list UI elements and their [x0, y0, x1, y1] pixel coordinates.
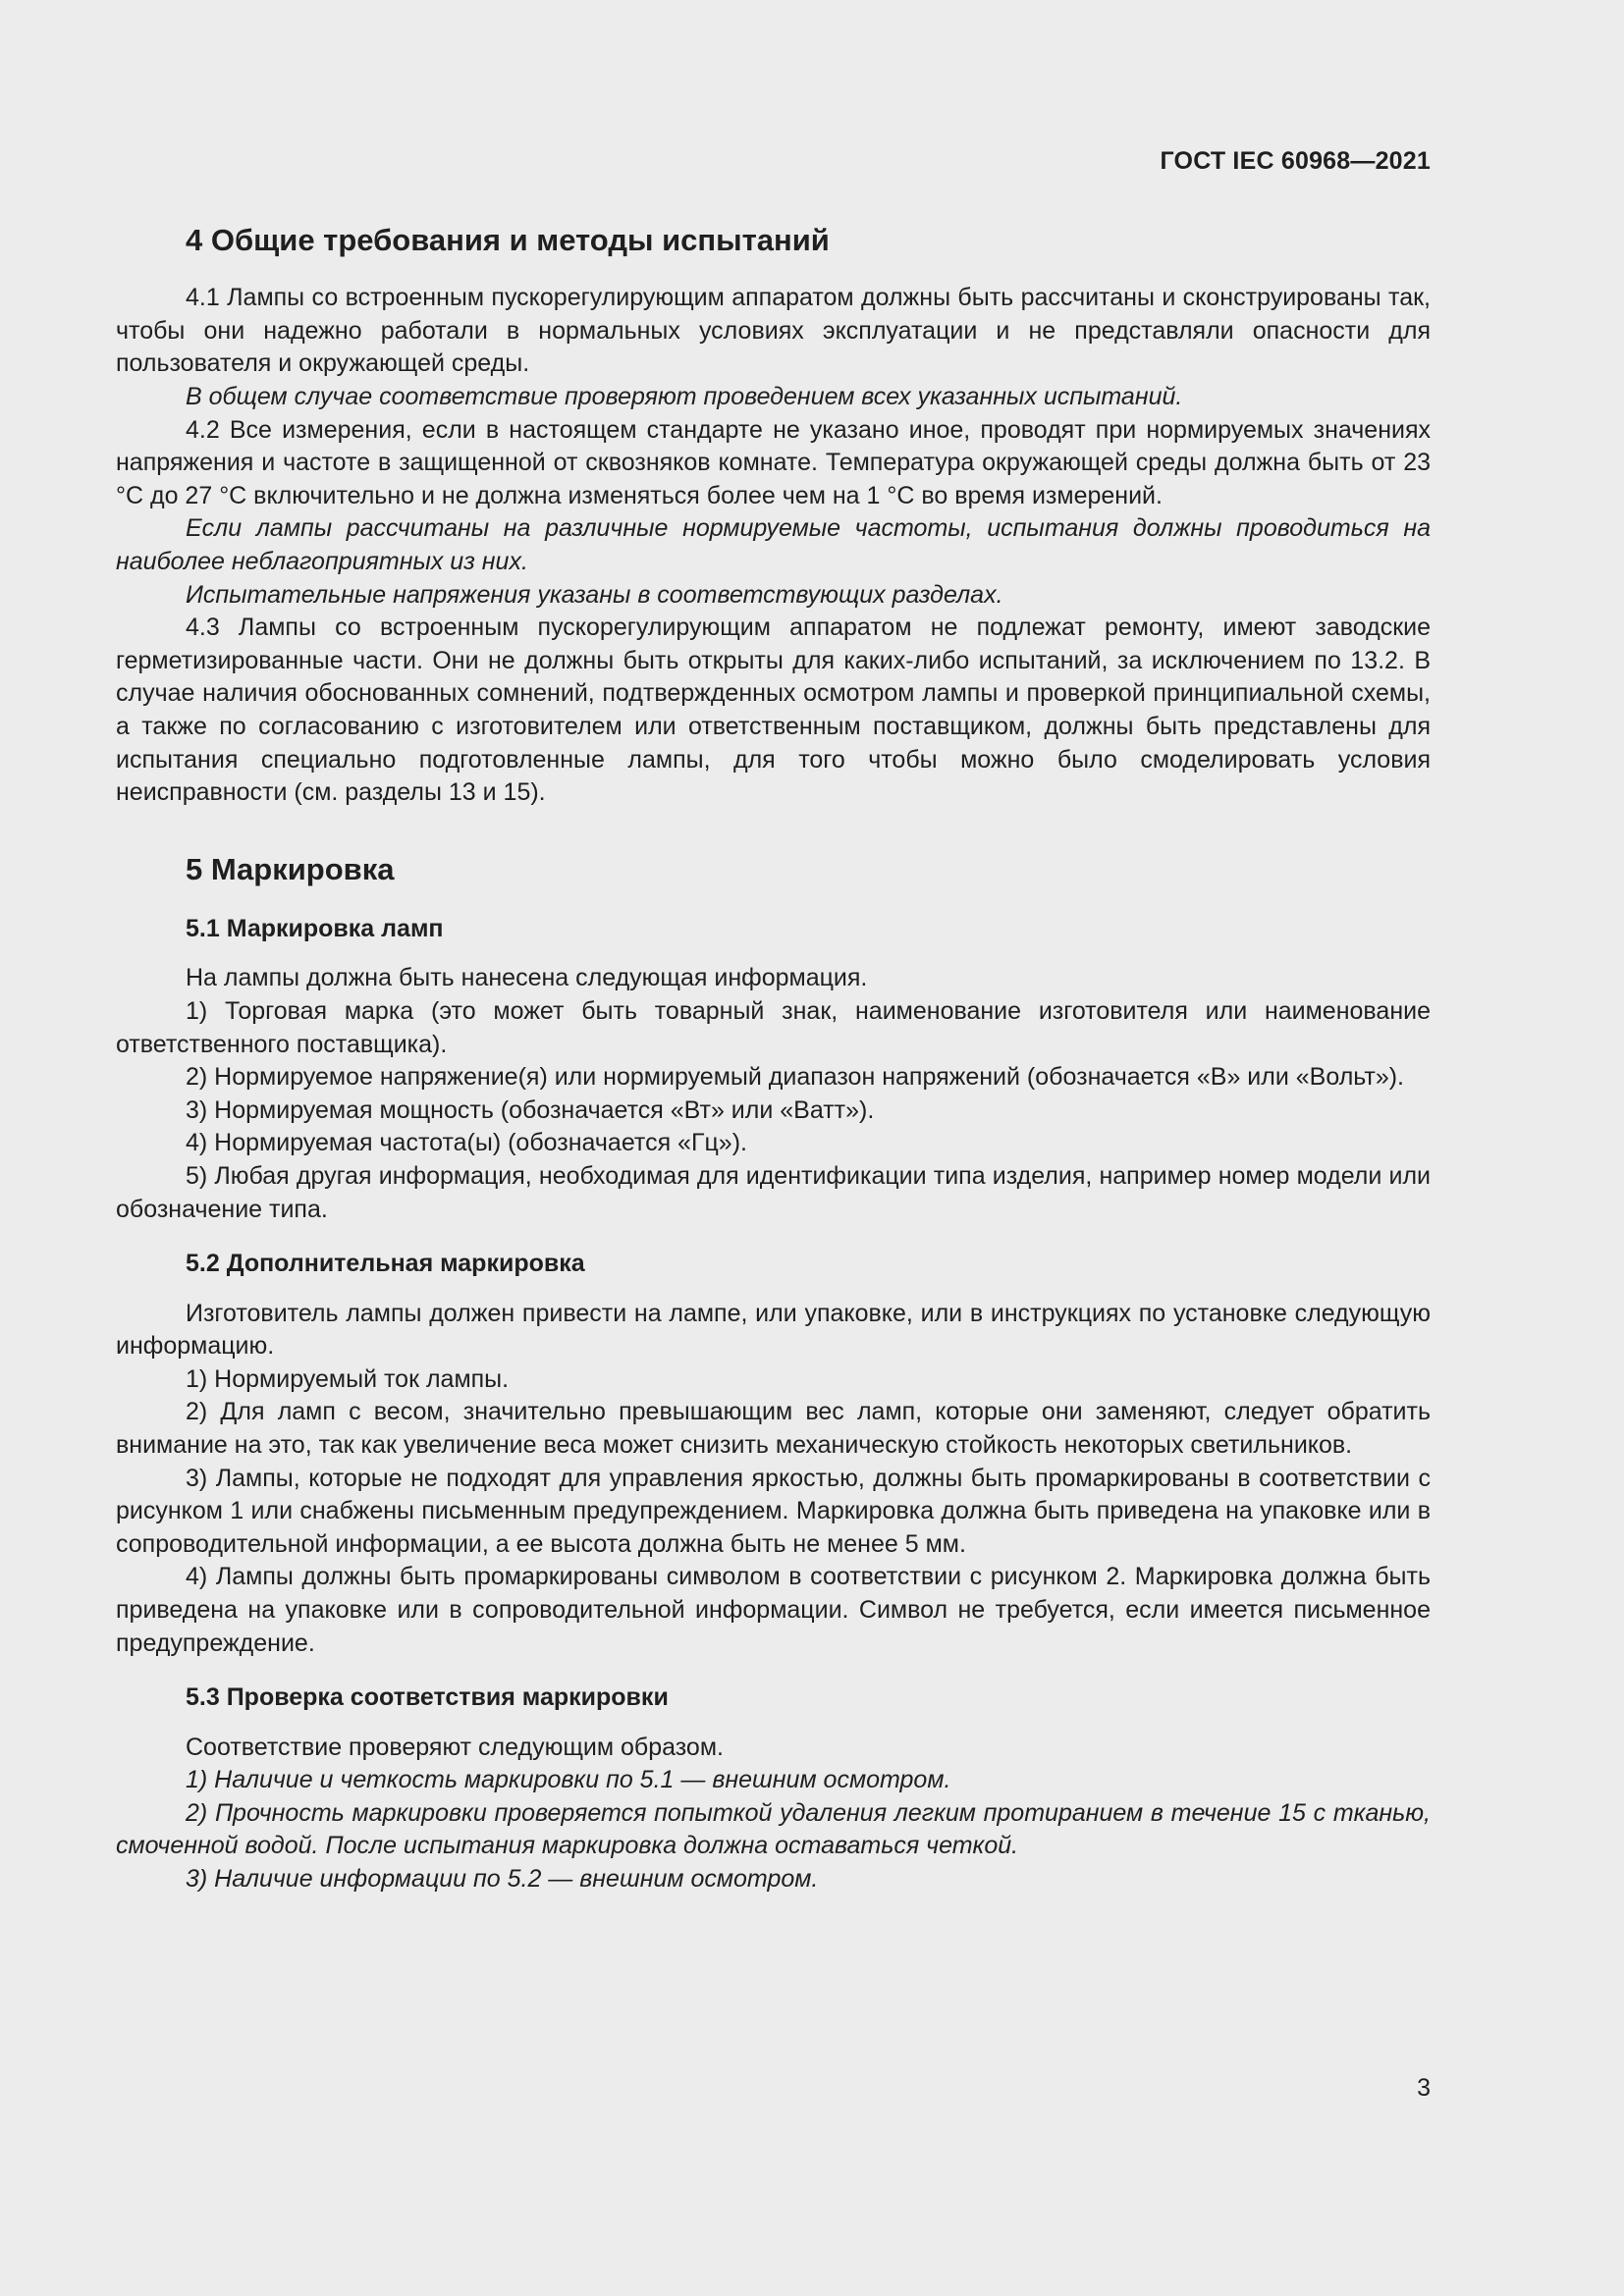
- document-body: [116, 222, 1431, 1896]
- paragraph-5-2-intro: Изготовитель лампы должен привести на лампе, или упаковке, или в инструкциях по установке следующую информацию.: [116, 1299, 1431, 1361]
- paragraph-5-3-intro: Соответствие проверяют следующим образом.: [186, 1733, 724, 1761]
- list-item-5-1-1: 1) Торговая марка (это может быть товарный знак, наименование изготовителя или наименование ответственного поставщика).: [116, 996, 1431, 1058]
- document-code-header: ГОСТ IEC 60968—2021: [1160, 147, 1431, 175]
- paragraph-4-1-compliance: В общем случае соответствие проверяют проведением всех указанных испытаний.: [186, 382, 1183, 410]
- list-item-5-1-5: 5) Любая другая информация, необходимая для идентификации типа изделия, например номер модели или обозначение типа.: [116, 1161, 1431, 1223]
- list-item-5-2-1: 1) Нормируемый ток лампы.: [186, 1364, 510, 1393]
- paragraph-4-2-frequency: Если лампы рассчитаны на различные нормируемые частоты, испытания должны проводиться на наиболее неблагоприятных из них.: [116, 514, 1431, 575]
- page-number: 3: [1417, 2074, 1431, 2102]
- section-5-title: 5 Маркировка: [186, 851, 395, 886]
- subsection-5-3-title: 5.3 Проверка соответствия маркировки: [186, 1683, 669, 1712]
- subsection-5-1-title: 5.1 Маркировка ламп: [186, 914, 444, 942]
- list-item-5-1-2: 2) Нормируемое напряжение(я) или нормируемый диапазон напряжений (обозначается «В» или «Вольт»).: [186, 1063, 1404, 1092]
- list-item-5-2-3: 3) Лампы, которые не подходят для управления яркостью, должны быть промаркированы в соответствии с рисунком 1 или снабжены письменным предупреждением. Маркировка должна быть приведена на упаковке или в сопроводительной информации, а ее высота должна быть не менее 5 мм.: [116, 1464, 1431, 1558]
- paragraph-4-1: 4.1 Лампы со встроенным пускорегулирующим аппаратом должны быть рассчитаны и сконструированы так, чтобы они надежно работали в нормальных условиях эксплуатации и не представляли опасности для пользователя и окружающей среды.: [116, 284, 1431, 378]
- list-item-5-2-4: 4) Лампы должны быть промаркированы символом в соответствии с рисунком 2. Маркировка должна быть приведена на упаковке или в сопроводительной информации. Символ не требуется, если имеется письменное предупреждение.: [116, 1563, 1431, 1657]
- list-item-5-2-2: 2) Для ламп с весом, значительно превышающим вес ламп, которые они заменяют, следует обратить внимание на это, так как увеличение веса может снизить механическую стойкость некоторых светильников.: [116, 1398, 1431, 1459]
- list-item-5-1-3: 3) Нормируемая мощность (обозначается «Вт» или «Ватт»).: [186, 1095, 875, 1124]
- list-item-5-3-1: 1) Наличие и четкость маркировки по 5.1 — внешним осмотром.: [186, 1766, 951, 1794]
- paragraph-5-1-intro: На лампы должна быть нанесена следующая информация.: [186, 964, 868, 992]
- subsection-5-2-title: 5.2 Дополнительная маркировка: [186, 1250, 585, 1278]
- list-item-5-3-3: 3) Наличие информации по 5.2 — внешним осмотром.: [186, 1865, 819, 1894]
- section-4-title: 4 Общие требования и методы испытаний: [186, 223, 830, 257]
- paragraph-4-3: 4.3 Лампы со встроенным пускорегулирующим аппаратом не подлежат ремонту, имеют заводские герметизированные части. Они не должны быть открыты для каких-либо испытаний, за исключением по 13.2. В случае наличия обоснованных сомнений, подтвержденных осмотром лампы и проверкой принципиальной схемы, а также по согласованию с изготовителем или ответственным поставщиком, должны быть представлены для испытания специально подготовленные лампы, для того чтобы можно было смоделировать условия неисправности (см. разделы 13 и 15).: [116, 614, 1431, 807]
- list-item-5-1-4: 4) Нормируемая частота(ы) (обозначается «Гц»).: [186, 1129, 747, 1157]
- paragraph-4-2: 4.2 Все измерения, если в настоящем стандарте не указано иное, проводят при нормируемых значениях напряжения и частоте в защищенной от сквозняков комнате. Температура окружающей среды должна быть от 23 °С до 27 °С включительно и не должна изменяться более чем на 1 °С во время измерений.: [116, 415, 1431, 509]
- document-page: [116, 0, 1431, 2296]
- paragraph-4-2-voltages: Испытательные напряжения указаны в соответствующих разделах.: [186, 580, 1003, 609]
- list-item-5-3-2: 2) Прочность маркировки проверяется попыткой удаления легким протиранием в течение 15 с тканью, смоченной водой. После испытания маркировка должна оставаться четкой.: [116, 1798, 1431, 1860]
